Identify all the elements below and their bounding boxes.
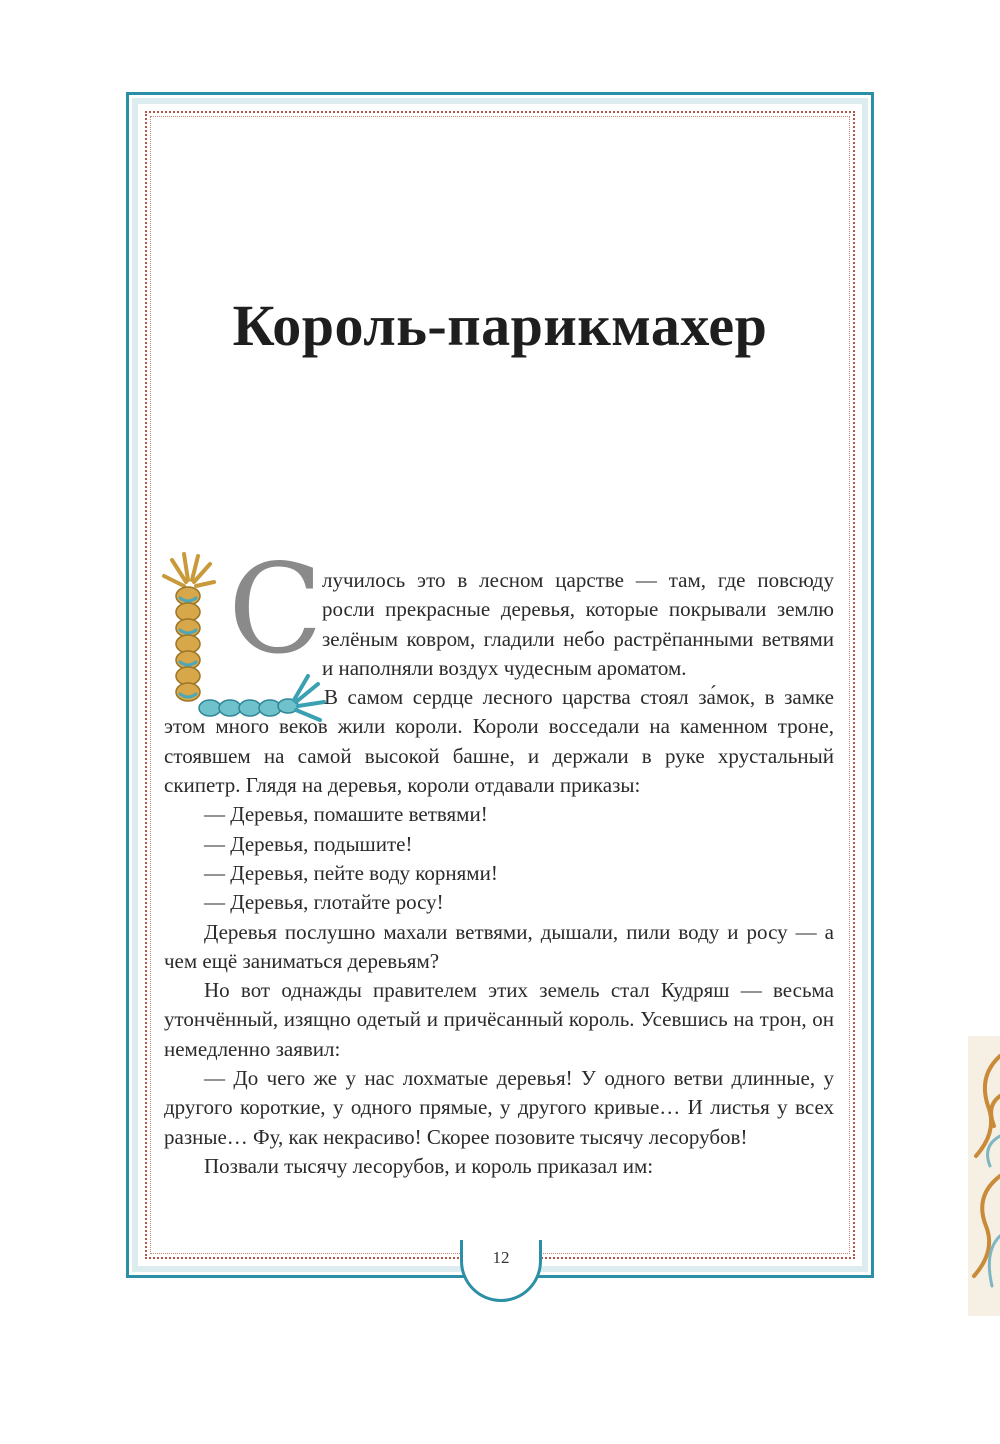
story-text — [164, 566, 834, 1181]
floral-ornament-icon — [968, 1036, 1000, 1316]
dialogue-line-2: — Деревья, подышите! — [204, 831, 413, 856]
dialogue-line-5: — До чего же у нас лохматые деревья! У одного ветви длинные, у другого короткие, у одного прямые, у другого кривые… И листья у всех разные… Фу, как некрасиво! Скорее позовите тысячу лесорубов! — [164, 1066, 834, 1149]
paragraph-5: Позвали тысячу лесорубов, и король приказал им: — [204, 1153, 654, 1178]
chapter-title: Король-парикмахер — [232, 293, 768, 358]
paragraph-2: В самом сердце лесного царства стоял за́мок, в замке этом много веков жили короли. Короли восседали на каменном троне, стоявшем на самой высокой башне, и держали в руке хрустальный скипетр. Глядя на деревья, короли отдавали приказы: — [164, 685, 834, 798]
page-number: 12 — [492, 1248, 510, 1267]
drop-cap-letter: С — [228, 538, 323, 682]
paragraph-1: лучилось это в лесном царстве — там, где повсюду росли прекрасные деревья, которые покрывали землю зелёным ковром, гладили небо растрёпанными ветвями и наполняли воздух чудесным ароматом. — [322, 568, 834, 680]
dialogue-line-4: — Деревья, глотайте росу! — [204, 890, 444, 915]
dialogue-line-1: — Деревья, помашите ветвями! — [204, 802, 488, 827]
paragraph-4: Но вот однажды правителем этих земель стал Кудряш — весьма утончённый, изящно одетый и причёсанный король. Усевшись на трон, он немедленно заявил: — [164, 978, 834, 1061]
paragraph-3: Деревья послушно махали ветвями, дышали, пили воду и росу — а чем ещё заниматься деревьям? — [164, 919, 834, 973]
dialogue-line-3: — Деревья, пейте воду корнями! — [204, 860, 498, 885]
